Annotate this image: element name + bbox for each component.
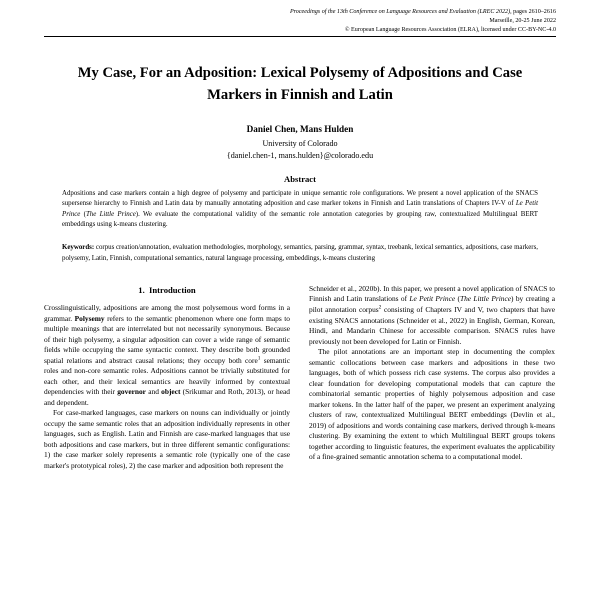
page-title: My Case, For an Adposition: Lexical Polysemy of Adpositions and Case Markers in Finnish and Latin	[77, 65, 523, 103]
author-email: {daniel.chen-1, mans.hulden}@colorado.edu	[226, 150, 374, 160]
left-column	[44, 284, 290, 471]
paragraph: Schneider et al., 2020b). In this paper, we present a novel application of SNACS to Finnish and Latin translations of Le Petit Prince (The Little Prince) by creating a pilot annotation corpus$^2$ consisting of Chapters IV and V, two chapters that have existing SNACS annotations (Schneider et al., 2022) in English, German, Korean, Hindi, and Mandarin Chinese for accessible comparison. SNACS rules have previously not been developed for Latin or Finnish.	[309, 283, 555, 346]
paragraph: The pilot annotations are an important step in documenting the complex semantic collocations between case markers and adpositions in these two languages, both of which possess rich case systems. The corpus also provides a clear foundation for developing computational models that can capture the combinatorial semantic properties of highly polysemous adposition and case marker tokens. In the latter half of the paper, we present an experiment analyzing clusters of raw, contextualized Multilingual BERT embeddings (Devlin et al., 2019) of adpositions and words containing case markers, derived through k-means clustering. By examining the extent to which Multilingual BERT groups tokens together according to linguistic features, the experiment evaluates the applicability of a fine-grained semantic annotation schema to a computational model.	[309, 347, 555, 462]
keywords	[62, 243, 538, 264]
footnote-ref-core: 1	[257, 355, 261, 362]
section-title: Introduction	[149, 284, 196, 295]
header-line-2: Marseille, 20-25 June 2022	[489, 17, 556, 24]
header-divider	[44, 36, 556, 37]
header-page-range: , pages 2610–2616	[510, 9, 556, 15]
abstract-heading: Abstract	[284, 173, 316, 184]
body-columns	[44, 284, 556, 471]
section-number: 1.	[138, 284, 145, 295]
section-heading	[44, 284, 290, 296]
header-line-1	[44, 8, 556, 17]
header-proceedings-title: Proceedings of the 13th Conference on Language Resources and Evaluation (LREC 2022)	[289, 9, 511, 15]
paragraph: Crosslinguistically, adpositions are among the most polysemous word forms in a grammar. Polysemy refers to the semantic phenomenon where one form maps to multiple meanings that are interrelated but not necessarily synonymous. Because of their high polysemy, a singular adposition can cover a wide range of semantic fields while occupying the same syntactic context. They describe both grounded spatial relations and abstract causal relations; they occupy both core$^1$ semantic roles and non-core semantic roles. Adpositions cannot be trivially substituted for each other, and their lexical semantics are heavily informed by contextual dependencies with their governor and object (Srikumar and Roth, 2013), or head and dependent.	[44, 303, 290, 407]
keywords-label: Keywords:	[62, 244, 95, 252]
header-line-3: © European Language Resources Association (ELRA), licensed under CC-BY-NC-4.0	[344, 26, 556, 33]
proceedings-header	[0, 0, 600, 34]
author-list: Daniel Chen, Mans Hulden	[246, 123, 354, 134]
affiliation: University of Colorado	[262, 138, 338, 148]
right-column	[309, 284, 555, 471]
footnote-ref-corpus: 2	[378, 304, 382, 311]
abstract-text: Adpositions and case markers contain a high degree of polysemy and participate in unique semantic role configurations. We present a novel application of the SNACS supersense hierarchy to Finnish and Latin data by manually annotating adposition and case marker tokens in Finnish and Latin translations of Chapters IV-V of Le Petit Prince (The Little Prince). We evaluate the computational validity of the semantic role annotation categories by grouping raw, contextualized Multilingual BERT embeddings using k-means clustering.	[62, 189, 539, 228]
keywords-text: corpus creation/annotation, evaluation methodologies, morphology, semantics, parsing, grammar, syntax, treebank, lexical semantics, adpositions, case markers, polysemy, Latin, Finnish, computational semantics, natural language processing, embeddings, k-means clustering	[62, 244, 538, 262]
paragraph: For case-marked languages, case markers on nouns can individually or jointly occupy the same semantic roles that an adposition individually represents in other languages, such as English. Latin and Finnish are case-marked languages that use both adpositions and case markers, but in three different semantic configurations: 1) the case marker solely represents a semantic role (typically one of the case marker's prototypical roles), 2) the case marker and adposition both represent the	[44, 408, 290, 470]
